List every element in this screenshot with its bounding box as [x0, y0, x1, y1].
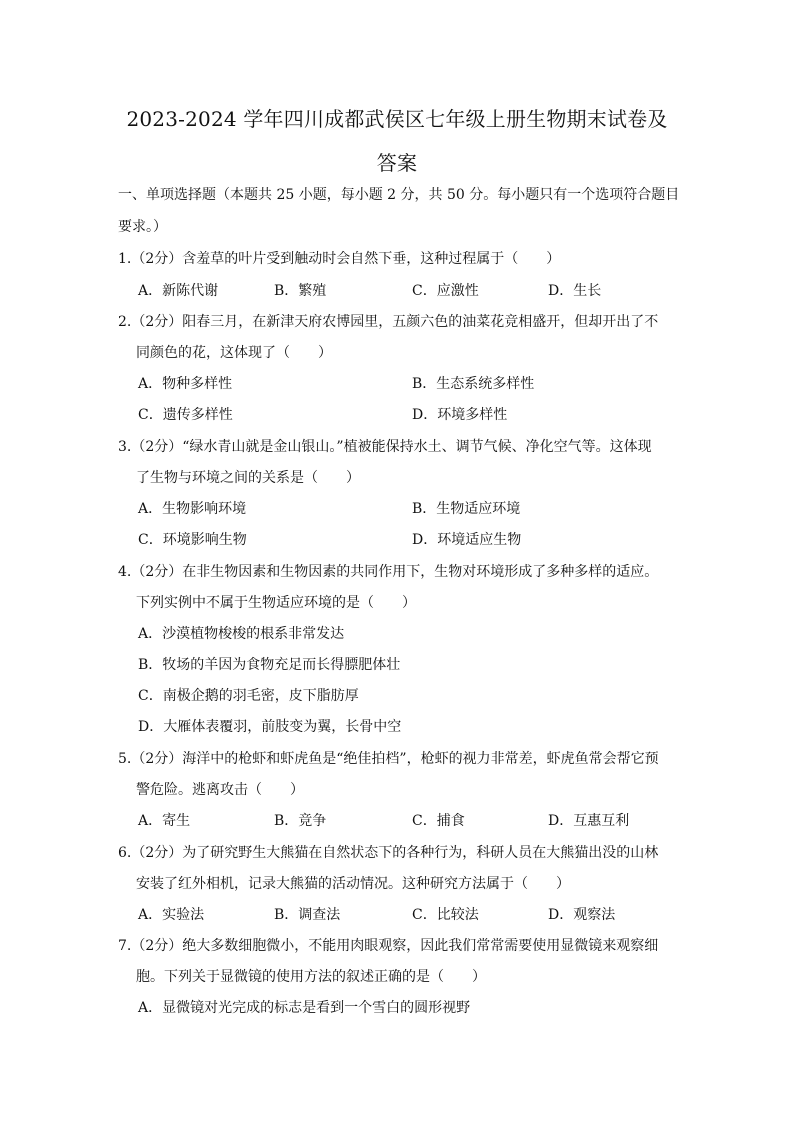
question-6-option-d: D．观察法	[548, 907, 616, 923]
question-4-stem-continued: 下列实例中不属于生物适应环境的是（ ）	[136, 595, 416, 611]
question-5-option-b: B．竞争	[274, 813, 327, 829]
question-2-option-c: C．遗传多样性	[138, 407, 233, 423]
question-5-stem-continued: 警危险。逃离攻击（ ）	[136, 782, 304, 798]
question-2-stem: 2.（2分）阳春三月，在新津天府农博园里，五颜六色的油菜花竞相盛开，但却开出了不	[118, 314, 659, 330]
question-6-option-c: C．比较法	[412, 907, 479, 923]
question-4-stem: 4.（2分）在非生物因素和生物因素的共同作用下，生物对环境形成了多种多样的适应。	[118, 564, 659, 580]
question-1-option-c: C．应激性	[412, 283, 479, 299]
question-3-stem: 3.（2分）“绿水青山就是金山银山。”植被能保持水土、调节气候、净化空气等。这体现	[118, 439, 652, 455]
question-4-option-a: A．沙漠植物梭梭的根系非常发达	[138, 626, 345, 642]
section-heading-continued: 要求。）	[118, 219, 167, 235]
question-7-stem-continued: 胞。下列关于显微镜的使用方法的叙述正确的是（ ）	[136, 969, 486, 985]
question-3-option-c: C．环境影响生物	[138, 532, 247, 548]
document-title-line-2: 答案	[376, 151, 418, 175]
question-2-stem-continued: 同颜色的花，这体现了（ ）	[136, 345, 332, 361]
question-1-option-d: D．生长	[548, 283, 602, 299]
question-6-option-b: B．调查法	[274, 907, 341, 923]
question-2-option-a: A．物种多样性	[138, 376, 233, 392]
question-2-option-b: B．生态系统多样性	[412, 376, 535, 392]
question-1-option-b: B．繁殖	[274, 283, 327, 299]
question-7-option-a: A．显微镜对光完成的标志是看到一个雪白的圆形视野	[138, 1000, 471, 1016]
question-5-option-a: A．寄生	[138, 813, 191, 829]
question-7-stem: 7.（2分）绝大多数细胞微小，不能用肉眼观察，因此我们常常需要使用显微镜来观察细	[118, 938, 659, 954]
question-1-stem: 1.（2分）含羞草的叶片受到触动时会自然下垂，这种过程属于（ ）	[118, 251, 561, 267]
question-5-stem: 5.（2分）海洋中的枪虾和虾虎鱼是“绝佳拍档”，枪虾的视力非常差，虾虎鱼常会帮它预	[118, 751, 659, 767]
question-2-option-d: D．环境多样性	[412, 407, 508, 423]
question-1-option-a: A．新陈代谢	[138, 283, 219, 299]
section-heading: 一、单项选择题（本题共 25 小题，每小题 2 分，共 50 分。每小题只有一个选项符合题目	[118, 187, 680, 203]
question-5-option-c: C．捕食	[412, 813, 465, 829]
question-6-stem-continued: 安装了红外相机，记录大熊猫的活动情况。这种研究方法属于（ ）	[136, 876, 570, 892]
document-title-line-1: 2023-2024 学年四川成都武侯区七年级上册生物期末试卷及	[126, 107, 668, 131]
question-5-option-d: D．互惠互利	[548, 813, 630, 829]
question-6-stem: 6.（2分）为了研究野生大熊猫在自然状态下的各种行为，科研人员在大熊猫出没的山林	[118, 845, 659, 861]
question-3-option-a: A．生物影响环境	[138, 501, 247, 517]
question-4-option-d: D．大雁体表覆羽，前肢变为翼，长骨中空	[138, 719, 402, 735]
question-4-option-c: C．南极企鹅的羽毛密，皮下脂肪厚	[138, 688, 359, 704]
question-3-option-d: D．环境适应生物	[412, 532, 522, 548]
question-4-option-b: B．牧场的羊因为食物充足而长得膘肥体壮	[138, 657, 401, 673]
question-3-stem-continued: 了生物与环境之间的关系是（ ）	[136, 470, 360, 486]
question-6-option-a: A．实验法	[138, 907, 205, 923]
question-3-option-b: B．生物适应环境	[412, 501, 521, 517]
